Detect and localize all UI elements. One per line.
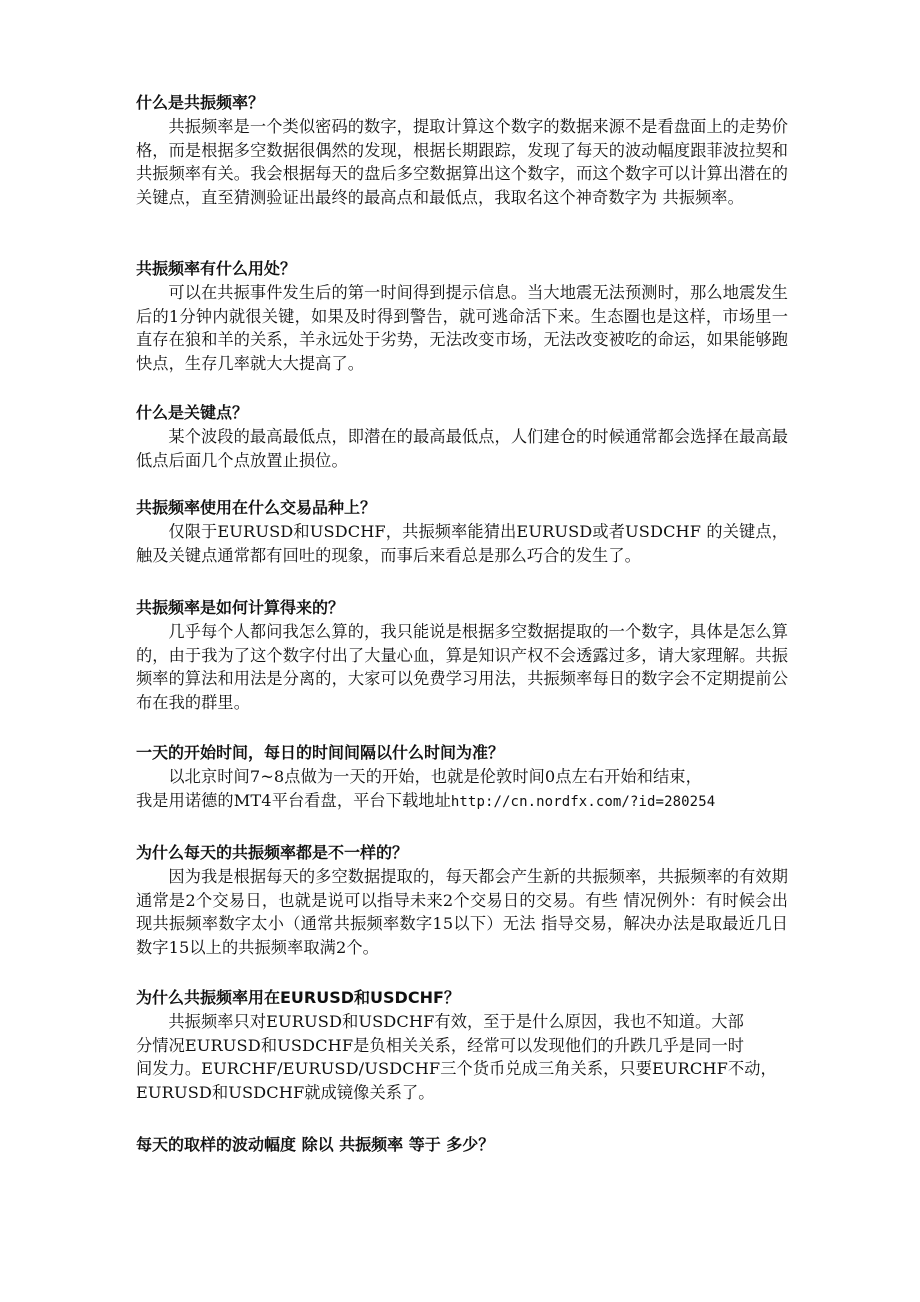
- faq-answer: 共振频率是一个类似密码的数字，提取计算这个数字的数据来源不是看盘面上的走势价格，而是根据多空数据很偶然的发现，根据长期跟踪，发现了每天的波动幅度跟菲波拉契和共振频率有关。我会根据每天的盘后多空数据算出这个数字，而这个数字可以计算出潜在的关键点，直至猜测验证出最终的最高点和最低点，我取名这个神奇数字为 共振频率。: [136, 117, 788, 208]
- faq-answer: 仅限于EURUSD和USDCHF，共振频率能猜出EURUSD或者USDCHF 的关键点，触及关键点通常都有回吐的现象，而事后来看总是那么巧合的发生了。: [136, 522, 788, 565]
- faq-question: 共振频率有什么用处？: [136, 259, 297, 278]
- faq-section-start-time: [136, 743, 788, 814]
- faq-answer-line: EURUSD和USDCHF就成镜像关系了。: [136, 1083, 435, 1103]
- faq-answer: 几乎每个人都问我怎么算的，我只能说是根据多空数据提取的一个数字，具体是怎么算的，由于我为了这个数字付出了大量心血，算是知识产权不会透露过多，请大家理解。共振频率的算法和用法是分离的，大家可以免费学习用法，共振频率每日的数字会不定期提前公布在我的群里。: [136, 622, 788, 713]
- faq-answer-line: 分情况EURUSD和USDCHF是负相关关系，经常可以发现他们的升跌几乎是同一时: [136, 1035, 745, 1055]
- platform-download-link[interactable]: http://cn.nordfx.com/?id=280254: [450, 793, 716, 810]
- faq-answer-line: 以北京时间7~8点做为一天的开始，也就是伦敦时间0点左右开始和结束，: [168, 767, 702, 786]
- faq-section-usage: [136, 259, 788, 376]
- faq-question: 为什么每天的共振频率都是不一样的？: [136, 843, 409, 862]
- faq-question: 什么是共振频率？: [136, 93, 265, 112]
- faq-answer-line: 共振频率只对EURUSD和USDCHF有效，至于是什么原因，我也不知道。大部: [168, 1012, 744, 1031]
- faq-question: 共振频率是如何计算得来的？: [136, 598, 345, 617]
- faq-answer: 因为我是根据每天的多空数据提取的，每天都会产生新的共振频率，共振频率的有效期通常是2个交易日，也就是说可以指导未来2个交易日的交易。有些 情况例外：有时候会出现共振频率数字太小（通常共振频率数字15以下）无法 指导交易，解决办法是取最近几日数字15以上的共振频率取满2个。: [136, 867, 788, 958]
- platform-text: 我是用诺德的MT4平台看盘，平台下载地址: [136, 790, 451, 810]
- faq-question: 一天的开始时间，每日的时间间隔以什么时间为准？: [136, 743, 505, 762]
- faq-section-what-is-resonance: [136, 93, 788, 210]
- faq-answer: 某个波段的最高最低点，即潜在的最高最低点，人们建仓的时候通常都会选择在最高最低点后面几个点放置止损位。: [136, 427, 788, 470]
- faq-question: 每天的取样的波动幅度 除以 共振频率 等于 多少？: [136, 1135, 495, 1154]
- faq-section-calculation: [136, 598, 788, 715]
- faq-answer-line: 间发力。EURCHF/EURUSD/USDCHF三个货币兑成三角关系，只要EURCHF不动，: [136, 1059, 777, 1079]
- faq-question: 共振频率使用在什么交易品种上？: [136, 498, 377, 517]
- faq-section-key-point: [136, 403, 788, 472]
- faq-answer: 可以在共振事件发生后的第一时间得到提示信息。当大地震无法预测时，那么地震发生后的1分钟内就很关键，如果及时得到警告，就可逃命活下来。生态圈也是这样，市场里一直存在狼和羊的关系，羊永远处于劣势，无法改变市场，无法改变被吃的命运，如果能够跑快点，生存几率就大大提高了。: [136, 283, 788, 374]
- faq-answer-line: [136, 789, 788, 815]
- faq-section-daily-variation: [136, 843, 788, 960]
- faq-section-eurusd-usdchf: [136, 988, 788, 1105]
- faq-question: 为什么共振频率用在EURUSD和USDCHF？: [136, 988, 460, 1007]
- faq-section-amplitude-ratio: [136, 1135, 788, 1155]
- faq-question: 什么是关键点？: [136, 403, 249, 422]
- faq-section-instruments: [136, 498, 788, 567]
